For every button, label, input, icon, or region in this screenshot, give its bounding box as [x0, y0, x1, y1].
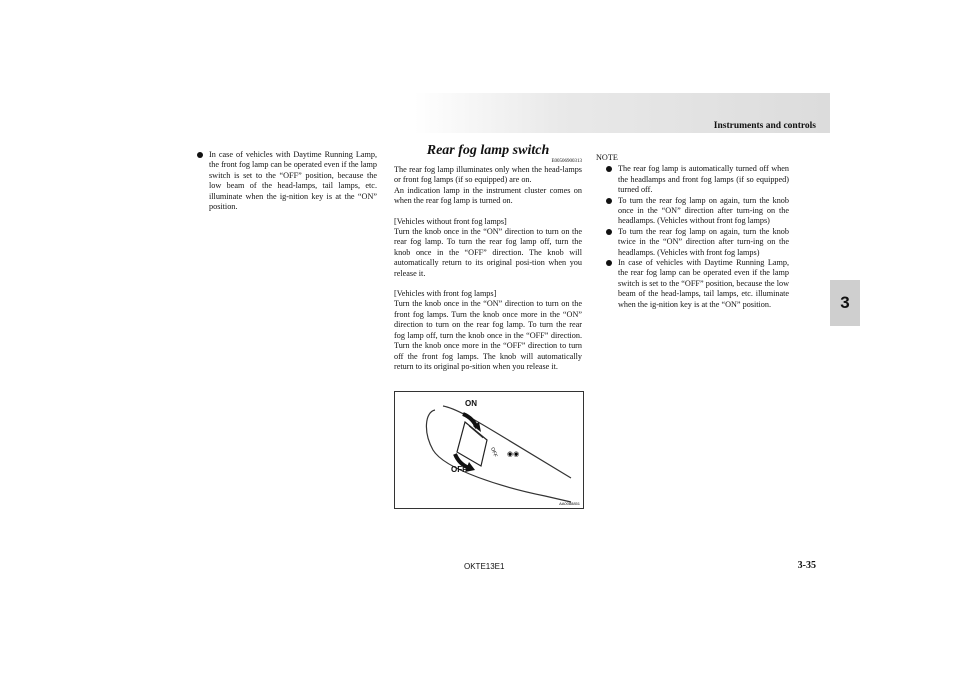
- figure-code: AA0088851: [559, 501, 580, 506]
- note-bullet-item: [606, 227, 789, 258]
- bullet-item: [197, 150, 377, 212]
- intro-text: The rear fog lamp illuminates only when the head-lamps or front fog lamps (if so equipped) are on.: [394, 165, 582, 185]
- with-front-fog-text: Turn the knob once in the “ON” direction to turn on the front fog lamps. Turn the knob once more in the “ON” direction to turn on the rear fog lamp. To turn the rear fog lamp off, turn the knob once in the “OFF” direction. Turn the knob once more in the “OFF” direction to turn off the front fog lamps. The knob will automatically return to its original po-sition when you release it.: [394, 299, 582, 371]
- left-column: [197, 150, 377, 212]
- note-bullet-text: The rear fog lamp is automatically turned off when the headlamps and front fog lamps (if so equipped) turned off.: [618, 164, 789, 195]
- figure-off-label: OFF: [451, 465, 467, 474]
- stalk-drawing: [395, 392, 583, 508]
- middle-column: [394, 143, 582, 372]
- section-title: Rear fog lamp switch: [426, 143, 550, 158]
- svg-text:◉◉: ◉◉: [507, 451, 520, 458]
- right-column: [596, 153, 789, 310]
- svg-text:OFF: OFF: [489, 446, 499, 459]
- header-title: Instruments and controls: [713, 121, 816, 131]
- bullet-icon: [197, 152, 203, 158]
- figure-on-label: ON: [465, 399, 477, 408]
- note-bullet-item: [606, 196, 789, 227]
- without-front-fog-heading: [Vehicles without front fog lamps]: [394, 216, 507, 226]
- bullet-icon: [606, 229, 612, 235]
- bullet-icon: [606, 198, 612, 204]
- bullet-text: In case of vehicles with Daytime Running Lamp, the front fog lamp can be operated even if the lamp switch is set to the “OFF” position, because the low beam of the head-lamps, tail lamps, etc. illuminate when the ig-nition key is at the “ON” position.: [209, 150, 377, 212]
- bullet-icon: [606, 260, 612, 266]
- page-number: 3-35: [797, 560, 816, 571]
- fog-switch-illustration: [394, 391, 584, 509]
- footer-doc-code: OKTE13E1: [464, 562, 505, 571]
- reference-code: E00506900313: [551, 159, 582, 164]
- bullet-icon: [606, 166, 612, 172]
- note-bullet-text: To turn the rear fog lamp on again, turn the knob twice in the “ON” direction after turn-ing on the headlamps. (Vehicles with front fog lamps): [618, 226, 789, 257]
- note-bullet-text: To turn the rear fog lamp on again, turn the knob once in the “ON” direction after turn-ing on the headlamps. (Vehicles without front fog lamps): [618, 195, 789, 226]
- without-front-fog-text: Turn the knob once in the “ON” direction to turn on the rear fog lamp. To turn the rear fog lamp off, turn the knob once in the “OFF” direction. The knob will automatically return to its original posi-tion when you release it.: [394, 227, 582, 278]
- indicator-text: An indication lamp in the instrument cluster comes on when the rear fog lamp is turned on.: [394, 185, 582, 206]
- note-bullet-item: [606, 258, 789, 310]
- note-bullet-item: [606, 164, 789, 195]
- with-front-fog-heading: [Vehicles with front fog lamps]: [394, 289, 497, 299]
- note-bullet-text: In case of vehicles with Daytime Running Lamp, the rear fog lamp can be operated even if the lamp switch is set to the “OFF” position, because the low beam of the head-lamps, tail lamps, etc. illuminate when the ig-nition key is at the “ON” position.: [618, 258, 789, 309]
- chapter-tab: 3: [830, 280, 860, 326]
- note-label: NOTE: [596, 153, 618, 162]
